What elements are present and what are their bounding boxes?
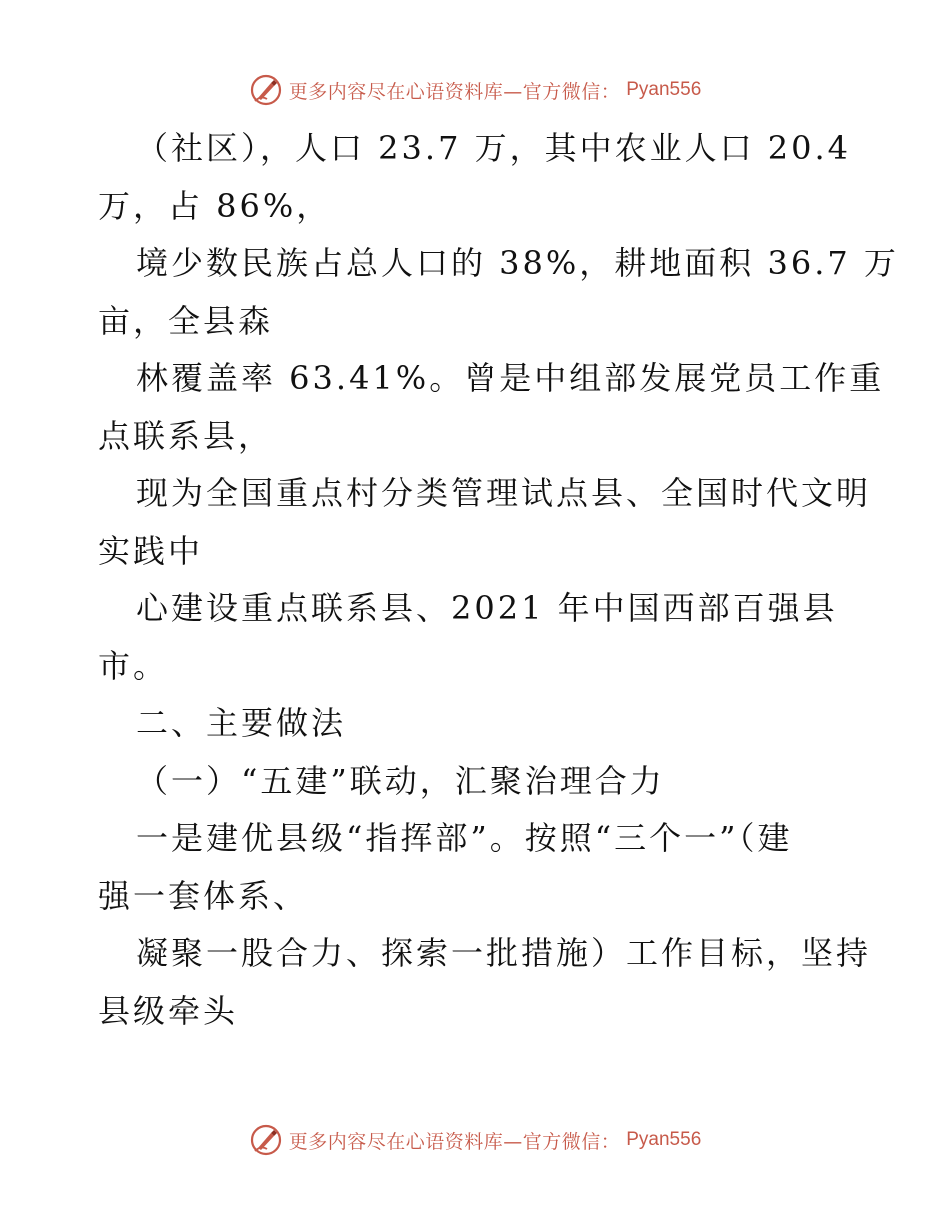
text-line: 凝聚一股合力、探索一批措施）工作目标，坚持 — [136, 934, 872, 972]
pen-logo-icon — [249, 1123, 283, 1157]
body-text — [98, 120, 899, 1040]
text-line: 市。 — [98, 646, 169, 685]
text-line: 县级牵头 — [98, 991, 239, 1030]
watermark-text: 更多内容尽在心语资料库—官方微信： — [288, 1130, 621, 1153]
section-heading: 二、主要做法 — [136, 704, 347, 742]
watermark-footer — [0, 1122, 950, 1158]
text-line: 强一套体系、 — [98, 876, 309, 915]
text-line: 境少数民族占总人口的 38%，耕地面积 36.7 万 — [136, 244, 899, 282]
text-line: 一是建优县级“指挥部”。按照“三个一”（建 — [136, 819, 793, 857]
text-line: 万，占 86%， — [98, 186, 332, 225]
text-line: 亩，全县森 — [98, 301, 274, 340]
watermark-header — [0, 72, 950, 108]
subsection-heading: （一）“五建”联动，汇聚治理合力 — [136, 761, 665, 800]
watermark-wechat-id: Pyan556 — [626, 1129, 702, 1150]
pen-logo-icon — [249, 73, 283, 107]
text-line: 实践中 — [98, 531, 204, 570]
watermark-text: 更多内容尽在心语资料库—官方微信： — [288, 80, 621, 103]
text-line: 点联系县， — [98, 416, 274, 455]
watermark-wechat-id: Pyan556 — [626, 79, 702, 100]
text-line: 现为全国重点村分类管理试点县、全国时代文明 — [136, 474, 872, 512]
text-line: 林覆盖率 63.41%。曾是中组部发展党员工作重 — [136, 359, 885, 397]
text-line: （社区），人口 23.7 万，其中农业人口 20.4 — [136, 129, 852, 167]
text-line: 心建设重点联系县、2021 年中国西部百强县 — [136, 589, 838, 627]
